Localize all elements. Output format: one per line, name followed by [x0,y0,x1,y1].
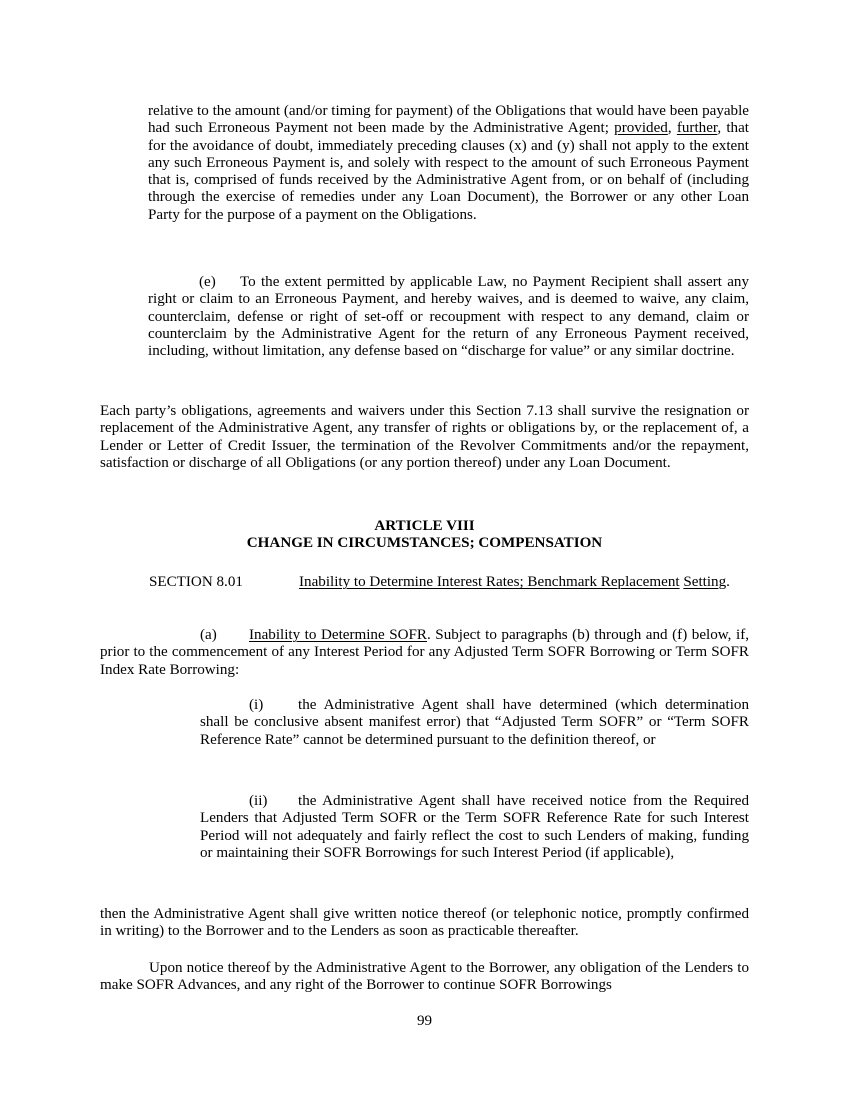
continuation-text-end: , that for the avoidance of doubt, immediately preceding clauses (x) and (y) shall not apply to the extent any such Erroneous Payment is, and solely with respect to the amount of such Erroneous Payment that is, comprised of funds received by the Administrative Agent from, or on behalf of (including through the exercise of remedies under any Loan Document), the Borrower or any other Loan Party for the purpose of a payment on the Obligations. [148,120,749,223]
article-number: ARTICLE VIII [374,518,475,534]
continuation-paragraph [148,103,749,224]
clause-e-label: (e) [199,274,216,290]
continuation-text: relative to the amount (and/or timing for payment) of the Obligations that would have been payable had such Erroneous Payment not been made by the Administrative Agent; [148,103,749,137]
section-801-heading [100,574,749,591]
clause-a-paragraph [100,627,749,679]
upon-notice-paragraph: Upon notice thereof by the Administrative Agent to the Borrower, any obligation of the Lenders to make SOFR Advances, and any right of the Borrower to continue SOFR Borrowings [100,960,749,994]
section-801-title-cont: Setting [683,574,727,590]
clause-a-heading: Inability to Determine SOFR [249,627,427,643]
clause-i-label: (i) [249,697,264,713]
clause-ii-text: the Administrative Agent shall have received notice from the Required Lenders that Adjusted Term SOFR or the Term SOFR Reference Rate for such Interest Period will not adequately and fairly reflect the cost to such Lenders of making, funding or maintaining their SOFR Borrowings for such Interest Period (if applicable), [200,793,749,861]
continuation-comma: , [667,120,677,137]
clause-e-paragraph [148,274,749,360]
provided-term: provided [614,120,668,137]
section-801-title: Inability to Determine Interest Rates; Benchmark Replacement [299,574,680,590]
clause-ii-paragraph [200,793,749,862]
section-801-number: SECTION 8.01 [149,574,243,590]
clause-i-paragraph [200,697,749,749]
then-paragraph: then the Administrative Agent shall give written notice thereof (or telephonic notice, promptly confirmed in writing) to the Borrower and to the Lenders as soon as practicable thereafter. [100,906,749,940]
further-term: further [676,120,718,137]
section-801-period: . [726,574,730,590]
clause-e-text: To the extent permitted by applicable Law, no Payment Recipient shall assert any right or claim to an Erroneous Payment, and hereby waives, and is deemed to waive, any claim, counterclaim, defense or right of set-off or recoupment with respect to any demand, claim or counterclaim by the Administrative Agent for the return of any Erroneous Payment received, including, without limitation, any defense based on “discharge for value” or any similar doctrine. [148,274,749,360]
clause-a-label: (a) [200,627,217,643]
clause-i-text: the Administrative Agent shall have determined (which determination shall be conclusive absent manifest error) that “Adjusted Term SOFR” or “Term SOFR Reference Rate” cannot be determined pursuant to the definition thereof, or [200,697,749,748]
survival-paragraph: Each party’s obligations, agreements and waivers under this Section 7.13 shall survive the resignation or replacement of the Administrative Agent, any transfer of rights or obligations by, or the replacement of, a Lender or Letter of Credit Issuer, the termination of the Revolver Commitments and/or the repayment, satisfaction or discharge of all Obligations (or any portion thereof) under any Loan Document. [100,403,749,471]
article-title: CHANGE IN CIRCUMSTANCES; COMPENSATION [246,535,603,551]
clause-a-text: . Subject to paragraphs (b) through and (f) below, if, prior to the commencement of any Interest Period for any Adjusted Term SOFR Borrowing or Term SOFR Index Rate Borrowing: [100,627,749,678]
page-number: 99 [416,1013,433,1029]
clause-ii-label: (ii) [249,793,268,809]
